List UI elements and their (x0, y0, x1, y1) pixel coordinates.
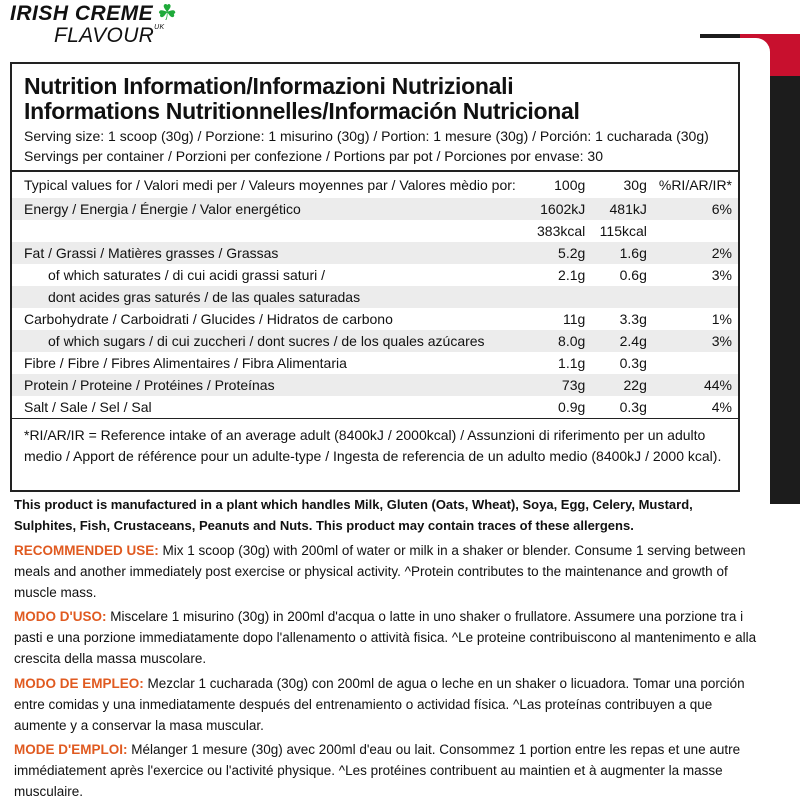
table-row (12, 264, 738, 286)
usage-english (14, 540, 758, 603)
table-row (12, 308, 738, 330)
table-cell-ri (653, 352, 738, 374)
usage-label: MODO DE EMPLEO: (14, 676, 144, 691)
usage-text: Mélanger 1 mesure (30g) avec 200ml d'eau ou lait. Consommez 1 portion entre les repas et une autre immédiatement après l'exercice ou l'activité physique. ^Les protéines contribuent au maintien et à augmenter la masse musculaire. (14, 742, 741, 799)
nutrition-title-1: Nutrition Information/Informazioni Nutrizionali (24, 73, 514, 99)
table-cell-label: dont acides gras saturés / de las quales saturadas (12, 286, 529, 308)
table-cell-v100: 383kcal (537, 223, 586, 239)
flavour-subtitle (54, 24, 164, 48)
usage-label: MODO D'USO: (14, 609, 107, 624)
table-cell-v100: 1602kJ (529, 198, 591, 220)
shamrock-icon: ☘ (157, 0, 178, 25)
table-row (12, 286, 738, 308)
table-cell-ri: 3% (711, 267, 732, 283)
table-cell-label: of which sugars / di cui zuccheri / dont sucres / de los quales azúcares (12, 330, 529, 352)
flavour-title (10, 0, 177, 26)
serving-size: Serving size: 1 scoop (30g) / Porzione: 1 misurino (30g) / Portion: 1 mesure (30g) / Porción: 1 cucharada (30g) (24, 128, 709, 144)
table-cell-v30: 115kcal (599, 223, 647, 239)
ri-footnote (24, 419, 728, 467)
table-row (12, 374, 738, 396)
table-cell-ri: 4% (711, 399, 732, 415)
flavour-subtitle-text: FLAVOUR (54, 24, 155, 47)
usage-text: Miscelare 1 misurino (30g) in 200ml d'acqua o latte in uno shaker o frullatore. Assumere una porzione tra i pasti e una porzione immediatamente dopo l'allenamento o attività fisica. ^Le proteine contribuiscono al mantenimento e alla crescita della massa muscolare. (14, 609, 757, 666)
table-cell-ri: 44% (653, 374, 738, 396)
usage-french (14, 739, 758, 802)
table-cell-v100: 8.0g (529, 330, 591, 352)
nutrition-panel (10, 62, 740, 492)
table-cell-ri (653, 220, 738, 242)
table-cell-label (12, 220, 529, 242)
table-cell-label: Carbohydrate / Carboidrati / Glucides / Hidratos de carbono (24, 311, 393, 327)
table-cell-ri: 3% (653, 330, 738, 352)
table-cell-ri: 2% (653, 242, 738, 264)
table-cell-v30: 0.3g (619, 355, 647, 371)
table-cell-v100 (529, 286, 591, 308)
footnote-line: *RI/AR/IR = Reference intake of an average adult (8400kJ / 2000kcal) / Assunzioni di riferimento per un adulto (24, 427, 706, 443)
servings-per-container: Servings per container / Porzioni per confezione / Portions par pot / Porciones por envase: 30 (24, 148, 603, 164)
usage-label: RECOMMENDED USE: (14, 543, 159, 558)
table-cell-v100: 0.9g (558, 399, 586, 415)
usage-text: Mezclar 1 cucharada (30g) con 200ml de agua o leche en un shaker o licuadora. Tomar una porción entre comidas y una inmediatamente después del entrenamiento o actividad física. ^Las proteínas contribuyen a que aumente y a conservar la masa muscular. (14, 676, 745, 733)
table-cell-label: Salt / Sale / Sel / Sal (24, 399, 152, 415)
flavour-subtitle-mark: UK (154, 24, 165, 31)
table-cell-ri (653, 286, 738, 308)
usage-label: MODE D'EMPLOI: (14, 742, 128, 757)
table-row (12, 330, 738, 352)
table-row (12, 352, 738, 374)
table-header-row (12, 172, 738, 198)
usage-spanish (14, 673, 758, 736)
table-cell-label: Energy / Energia / Énergie / Valor energético (12, 198, 529, 220)
table-row (12, 396, 738, 418)
usage-italian (14, 606, 758, 669)
footnote-line: medio / Apport de référence pour un adulte-type / Ingesta de referencia de un adulto medio (8400kJ / 2000 kcal). (24, 448, 722, 464)
table-cell-v100: 11g (562, 311, 586, 327)
header-cell: 30g (623, 177, 647, 193)
header-cell: Typical values for / Valori medi per / Valeurs moyennes par / Valores mèdio por: (24, 177, 516, 193)
header-cell: %RI/AR/IR* (658, 177, 732, 193)
allergen-statement: This product is manufactured in a plant which handles Milk, Gluten (Oats, Wheat), Soya, Egg, Celery, Mustard, Sulphites, Fish, Crustaceans, Peanuts and Nuts. This product may contain traces of these allergens. (14, 497, 693, 533)
table-cell-v30: 0.3g (619, 399, 647, 415)
table-cell-v100: 73g (529, 374, 591, 396)
nutrition-title-2: Informations Nutritionnelles/Información Nutricional (24, 98, 580, 124)
table-cell-v30: 0.6g (619, 267, 647, 283)
nutrition-table (12, 172, 738, 418)
table-cell-label: Fibre / Fibre / Fibres Alimentaires / Fibra Alimentaria (24, 355, 347, 371)
flavour-title-text: IRISH CREME (10, 2, 154, 25)
table-cell-v30: 1.6g (591, 242, 653, 264)
usage-text: Mix 1 scoop (30g) with 200ml of water or milk in a shaker or blender. Consume 1 serving between meals and another immediately post exercise or physical activity. ^Protein contributes to the maintenance and growth of muscle mass. (14, 543, 746, 600)
table-cell-ri: 1% (711, 311, 732, 327)
table-cell-v30: 22g (591, 374, 653, 396)
table-cell-v100: 2.1g (558, 267, 586, 283)
table-row (12, 220, 738, 242)
table-cell-v30: 2.4g (591, 330, 653, 352)
table-cell-v100: 5.2g (529, 242, 591, 264)
header-cell: 100g (554, 177, 586, 193)
table-row (12, 242, 738, 264)
table-cell-v30 (591, 286, 653, 308)
table-cell-label: of which saturates / di cui acidi grassi saturi / (48, 267, 326, 283)
table-cell-v30: 3.3g (619, 311, 647, 327)
table-row (12, 198, 738, 220)
table-cell-v30: 481kJ (591, 198, 653, 220)
table-cell-v100: 1.1g (558, 355, 586, 371)
table-cell-ri: 6% (653, 198, 738, 220)
table-cell-label: Fat / Grassi / Matières grasses / Grassas (12, 242, 529, 264)
table-cell-label: Protein / Proteine / Protéines / Proteínas (12, 374, 529, 396)
